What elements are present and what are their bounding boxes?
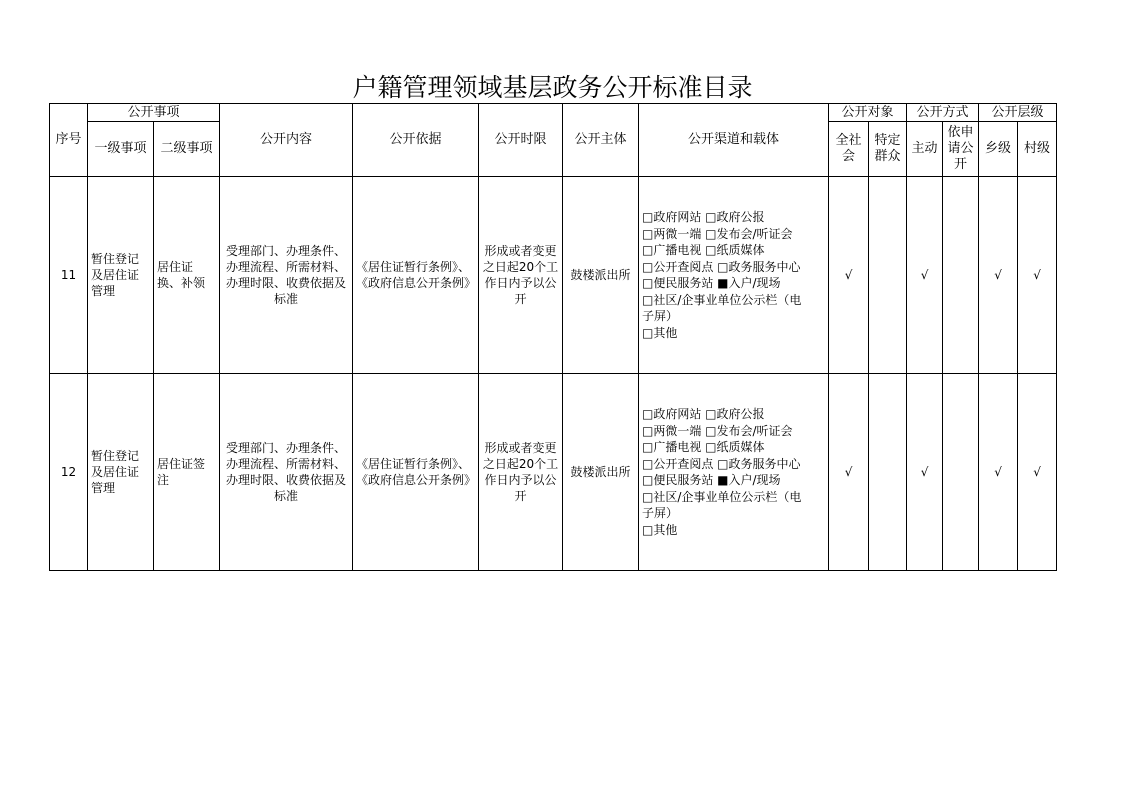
- header-specific-group: 特定群众: [869, 122, 907, 177]
- header-basis: 公开依据: [353, 104, 479, 177]
- header-seq: 序号: [50, 104, 88, 177]
- header-level2: 二级事项: [154, 122, 220, 177]
- header-whole-society: 全社会: [829, 122, 869, 177]
- cell-channels: [639, 177, 829, 374]
- cell-township: √: [979, 177, 1018, 374]
- channel-line: □便民服务站 ■入户/现场: [642, 473, 781, 487]
- cell-seq: 11: [50, 177, 88, 374]
- table-row: [50, 177, 1057, 374]
- channel-line: □社区/企事业单位公示栏（电: [642, 489, 802, 504]
- channel-list: [642, 209, 825, 341]
- cell-township: √: [979, 374, 1018, 571]
- header-on-request: 依申请公开: [943, 122, 979, 177]
- header-row-1: [50, 104, 1057, 122]
- cell-basis: 《居住证暂行条例》、《政府信息公开条例》: [353, 374, 479, 571]
- header-level-group: 公开层级: [979, 104, 1057, 122]
- cell-time-limit: 形成或者变更之日起20个工作日内予以公开: [479, 374, 563, 571]
- header-village: 村级: [1018, 122, 1057, 177]
- channel-line: □两微一端 □发布会/听证会: [642, 226, 793, 241]
- channel-line: □其他: [642, 522, 678, 537]
- cell-specific-group: [869, 177, 907, 374]
- channel-line: □广播电视 □纸质媒体: [642, 243, 765, 257]
- channel-line: 子屏）: [642, 506, 679, 520]
- cell-village: √: [1018, 374, 1057, 571]
- channel-line: □其他: [642, 325, 678, 340]
- channel-line: 子屏）: [642, 309, 679, 323]
- table-row: [50, 374, 1057, 571]
- cell-on-request: [943, 374, 979, 571]
- header-channels: 公开渠道和载体: [639, 104, 829, 177]
- channel-line: □便民服务站 ■入户/现场: [642, 276, 781, 290]
- header-time-limit: 公开时限: [479, 104, 563, 177]
- header-matters-group: 公开事项: [88, 104, 220, 122]
- channel-line: □政府网站 □政府公报: [642, 210, 765, 224]
- cell-level2: 居住证换、补领: [154, 177, 220, 374]
- cell-on-request: [943, 177, 979, 374]
- cell-seq: 12: [50, 374, 88, 571]
- header-active: 主动: [907, 122, 943, 177]
- cell-level2: 居住证签注: [154, 374, 220, 571]
- cell-active: √: [907, 177, 943, 374]
- cell-content: 受理部门、办理条件、办理流程、所需材料、办理时限、收费依据及标准: [220, 374, 353, 571]
- cell-whole-society: √: [829, 374, 869, 571]
- channel-line: □公开查阅点 □政务服务中心: [642, 456, 801, 471]
- header-subject: 公开主体: [563, 104, 639, 177]
- channel-line: □广播电视 □纸质媒体: [642, 440, 765, 454]
- channel-line: □社区/企事业单位公示栏（电: [642, 292, 802, 307]
- cell-channels: [639, 374, 829, 571]
- cell-content: 受理部门、办理条件、办理流程、所需材料、办理时限、收费依据及标准: [220, 177, 353, 374]
- cell-level1: 暂住登记及居住证管理: [88, 374, 154, 571]
- header-level1: 一级事项: [88, 122, 154, 177]
- cell-active: √: [907, 374, 943, 571]
- cell-village: √: [1018, 177, 1057, 374]
- catalog-table: [49, 103, 1057, 571]
- cell-whole-society: √: [829, 177, 869, 374]
- cell-basis: 《居住证暂行条例》、《政府信息公开条例》: [353, 177, 479, 374]
- header-content: 公开内容: [220, 104, 353, 177]
- cell-subject: 鼓楼派出所: [563, 374, 639, 571]
- channel-line: □公开查阅点 □政务服务中心: [642, 259, 801, 274]
- cell-specific-group: [869, 374, 907, 571]
- page-title: 户籍管理领域基层政务公开标准目录: [352, 73, 753, 102]
- header-method-group: 公开方式: [907, 104, 979, 122]
- cell-level1: 暂住登记及居住证管理: [88, 177, 154, 374]
- channel-line: □政府网站 □政府公报: [642, 407, 765, 421]
- header-target-group: 公开对象: [829, 104, 907, 122]
- cell-time-limit: 形成或者变更之日起20个工作日内予以公开: [479, 177, 563, 374]
- cell-subject: 鼓楼派出所: [563, 177, 639, 374]
- channel-line: □两微一端 □发布会/听证会: [642, 423, 793, 438]
- header-township: 乡级: [979, 122, 1018, 177]
- channel-list: [642, 406, 825, 538]
